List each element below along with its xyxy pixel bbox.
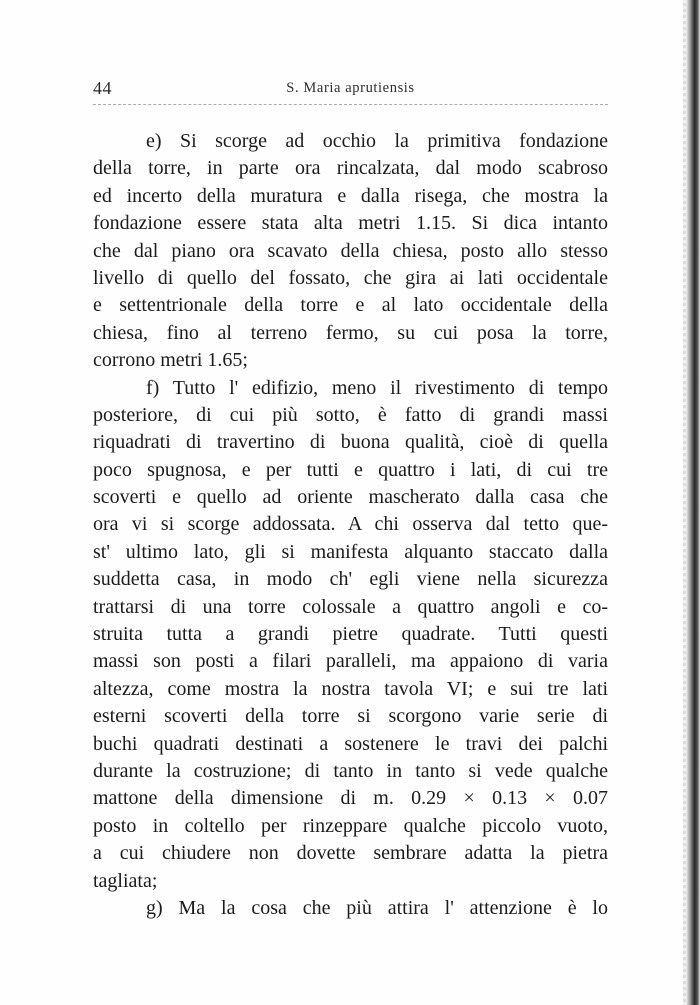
text-line: ed incerto della muratura e dalla risega, che mostra la [93,184,608,207]
header-rule [93,104,608,105]
book-spine-edge [686,0,700,1005]
text-line: f) Tutto l' edifizio, meno il rivestimento di tempo [146,376,608,399]
text-line: durante la costruzione; di tanto in tanto si vede qualche [93,759,608,782]
text-line: fondazione essere stata alta metri 1.15. Si dica intanto [93,212,608,235]
text-line: scoverti e quello ad oriente mascherato dalla casa che [93,486,608,509]
page-header [93,78,608,102]
text-line: corrono metri 1.65; [93,349,248,372]
text-line: suddetta casa, in modo ch' egli viene nella sicurezza [93,568,608,591]
text-line: a cui chiudere non dovette sembrare adatta la pietra [93,842,608,865]
text-line: tagliata; [93,869,158,892]
text-line: trattarsi di una torre colossale a quattro angoli e co- [93,595,608,618]
running-title: S. Maria aprutiensis [286,80,415,96]
text-line: livello di quello del fossato, che gira ai lati occidentale [93,266,608,289]
text-line: posto in coltello per rinzeppare qualche piccolo vuoto, [93,814,608,837]
text-line: st' ultimo lato, gli si manifesta alquanto staccato dalla [93,540,608,563]
text-line: che dal piano ora scavato della chiesa, posto allo stesso [93,239,608,262]
body-text [93,128,608,922]
text-line: poco spugnosa, e per tutti e quattro i lati, di cui tre [93,458,608,481]
text-line: altezza, come mostra la nostra tavola VI; e sui tre lati [93,677,608,700]
text-line: posteriore, di cui più sotto, è fatto di grandi massi [93,403,608,426]
text-line: buchi quadrati destinati a sostenere le travi dei palchi [93,732,608,755]
text-line: e settentrionale della torre e al lato occidentale della [93,294,608,317]
text-line: struita tutta a grandi pietre quadrate. Tutti questi [93,623,608,646]
text-line: esterni scoverti della torre si scorgono varie serie di [93,705,608,728]
text-line: g) Ma la cosa che più attira l' attenzione è lo [146,896,608,919]
text-line: chiesa, fino al terreno fermo, su cui posa la torre, [93,321,608,344]
page-number: 44 [93,78,112,98]
text-line: della torre, in parte ora rincalzata, dal modo scabroso [93,157,608,180]
text-line: riquadrati di travertino di buona qualità, cioè di quella [93,431,608,454]
text-line: e) Si scorge ad occhio la primitiva fondazione [146,130,608,152]
text-line: massi son posti a filari paralleli, ma appaiono di varia [93,650,608,673]
text-line: ora vi si scorge addossata. A chi osserva dal tetto que- [93,513,608,536]
text-line: mattone della dimensione di m. 0.29 × 0.13 × 0.07 [93,787,608,810]
